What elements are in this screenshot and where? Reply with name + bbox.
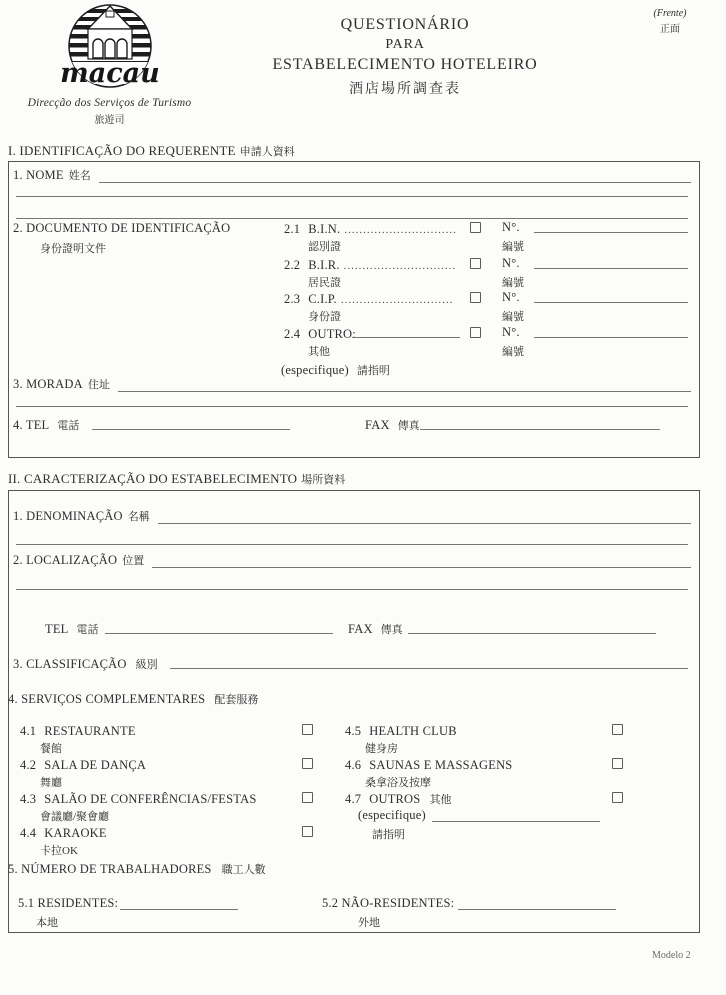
service-4-4-num: 4.4	[20, 826, 37, 840]
frente-label: (Frente)	[653, 8, 687, 19]
doc-id-label-zh: 身份證明文件	[40, 243, 106, 255]
service-4-5-label: HEALTH CLUB	[369, 724, 457, 738]
denominacao-label-zh: 名稱	[127, 511, 150, 523]
localizacao-row	[13, 552, 691, 568]
service-4-2-num: 4.2	[20, 758, 37, 772]
localizacao-input-line-2[interactable]	[16, 588, 688, 590]
doc-item-2-1-num: 2.1	[284, 222, 301, 236]
service-4-2	[20, 756, 146, 774]
doc-item-2-4-zh: 其他	[308, 346, 330, 358]
modelo-label: Modelo 2	[652, 950, 691, 961]
outro-number-input-line[interactable]	[534, 336, 688, 338]
localizacao-label-zh: 位置	[122, 555, 145, 567]
saunas-massagens-checkbox[interactable]	[612, 758, 623, 769]
denominacao-label: 1. DENOMINAÇÃO	[13, 509, 123, 523]
residentes-label: 5.1 RESIDENTES:	[18, 896, 119, 910]
service-4-2-zh: 舞廳	[40, 777, 62, 789]
localizacao-input-line[interactable]	[152, 566, 691, 568]
macau-tourism-logo-icon	[22, 2, 197, 94]
doc-id-label: 2. DOCUMENTO DE IDENTIFICAÇÃO	[13, 221, 231, 235]
title-line1: QUESTIONÁRIO	[340, 16, 470, 33]
tel-label-s2: TEL	[45, 622, 69, 636]
bir-checkbox[interactable]	[470, 258, 481, 269]
outro-numero-label: N°.	[502, 325, 520, 339]
nome-row	[13, 167, 691, 183]
nome-label: 1. NOME	[13, 168, 64, 182]
nao-residentes-input-line[interactable]	[458, 908, 616, 910]
nome-input-line[interactable]	[99, 181, 691, 183]
doc-item-2-3-label: C.I.P.	[308, 292, 337, 306]
doc-item-2-4-num: 2.4	[284, 327, 301, 341]
service-4-5	[345, 722, 457, 740]
service-4-7-label: OUTROS	[369, 792, 421, 806]
service-4-3-label: SALÃO DE CONFERÊNCIAS/FESTAS	[44, 792, 257, 806]
org-name-zh: 旅遊司	[94, 115, 125, 126]
bin-numero-zh: 編號	[502, 241, 524, 253]
nome-input-line-2[interactable]	[16, 195, 688, 197]
cip-numero-label: N°.	[502, 290, 520, 304]
localizacao-label: 2. LOCALIZAÇÃO	[13, 553, 118, 567]
service-4-6-label: SAUNAS E MASSAGENS	[369, 758, 513, 772]
nome-input-line-3[interactable]	[16, 217, 688, 219]
service-4-1-label: RESTAURANTE	[44, 724, 136, 738]
title-line2: PARA	[385, 37, 425, 52]
doc-item-2-3-zh: 身份證	[308, 311, 341, 323]
karaoke-checkbox[interactable]	[302, 826, 313, 837]
cip-numero-zh: 編號	[502, 311, 524, 323]
service-4-2-label: SALA DE DANÇA	[44, 758, 147, 772]
logo-block	[22, 2, 197, 126]
logo-wordmark: macau	[60, 58, 160, 89]
section1-title-zh: 申請人資料	[239, 146, 295, 158]
sala-de-danca-checkbox[interactable]	[302, 758, 313, 769]
bir-numero-zh: 編號	[502, 277, 524, 289]
bir-number-input-line[interactable]	[534, 267, 688, 269]
bin-numero-label: N°.	[502, 220, 520, 234]
denominacao-row	[13, 508, 691, 524]
service-4-4-zh: 卡拉OK	[40, 845, 78, 857]
bin-checkbox[interactable]	[470, 222, 481, 233]
doc-item-2-1	[284, 220, 457, 238]
doc-item-2-2-zh: 居民證	[308, 277, 341, 289]
doc-item-2-2	[284, 256, 456, 274]
morada-input-line[interactable]	[118, 390, 691, 392]
outro-checkbox[interactable]	[470, 327, 481, 338]
tel-input-line-s1[interactable]	[92, 428, 290, 430]
service-4-7-num: 4.7	[345, 792, 362, 806]
classificacao-input-line[interactable]	[170, 667, 688, 669]
service-4-1-zh: 餐館	[40, 743, 62, 755]
nao-residentes-zh: 外地	[358, 917, 380, 929]
doc-item-2-4	[284, 325, 356, 343]
section2-title-zh: 場所資料	[301, 474, 346, 486]
outros-checkbox[interactable]	[612, 792, 623, 803]
section2-heading	[8, 470, 345, 488]
classificacao-label: 3. CLASSIFICAÇÃO	[13, 657, 127, 671]
especifique-zh: 請指明	[356, 365, 390, 377]
nome-label-zh: 姓名	[68, 170, 91, 182]
title-line3: ESTABELECIMENTO HOTELEIRO	[272, 56, 538, 73]
page-side-marker	[630, 8, 710, 35]
doc-item-2-2-leader: ..............................	[343, 260, 457, 272]
doc-item-2-2-num: 2.2	[284, 258, 301, 272]
servicos-label: 4. SERVIÇOS COMPLEMENTARES	[8, 692, 206, 706]
tel-label-s1: 4. TEL	[13, 418, 50, 432]
outros-especifique-label: (especifique)	[358, 808, 426, 822]
cip-number-input-line[interactable]	[534, 301, 688, 303]
fax-row-s1	[365, 416, 420, 434]
outro-input-line[interactable]	[352, 336, 460, 338]
service-4-6-num: 4.6	[345, 758, 362, 772]
health-club-checkbox[interactable]	[612, 724, 623, 735]
tel-label-zh-s2: 電話	[76, 624, 99, 636]
doc-item-2-1-leader: ..............................	[344, 224, 457, 236]
residentes-zh: 本地	[36, 917, 58, 929]
title-zh: 酒店場所調查表	[349, 82, 461, 97]
tel-input-line-s2[interactable]	[105, 632, 333, 634]
service-4-3-num: 4.3	[20, 792, 37, 806]
fax-input-line-s2[interactable]	[408, 632, 656, 634]
fax-label-s1: FAX	[365, 418, 390, 432]
morada-input-line-2[interactable]	[16, 405, 688, 407]
cip-checkbox[interactable]	[470, 292, 481, 303]
fax-label-s2: FAX	[348, 622, 373, 636]
doc-item-2-3-leader: ..............................	[340, 294, 454, 306]
fax-label-zh-s2: 傳真	[380, 624, 403, 636]
service-4-1-num: 4.1	[20, 724, 37, 738]
denominacao-input-line[interactable]	[158, 522, 691, 524]
morada-row	[13, 376, 691, 392]
tel-row-s1	[13, 416, 79, 434]
tel-row-s2	[45, 620, 99, 638]
fax-input-line-s1[interactable]	[420, 428, 660, 430]
service-4-7-zh: 其他	[429, 794, 452, 806]
trabalhadores-label: 5. NÚMERO DE TRABALHADORES	[8, 862, 212, 876]
doc-item-2-1-label: B.I.N.	[308, 222, 341, 236]
morada-label-zh: 住址	[87, 379, 110, 391]
doc-item-2-3	[284, 290, 453, 308]
tel-label-zh-s1: 電話	[57, 420, 80, 432]
outros-especifique-zh: 請指明	[372, 829, 405, 841]
service-4-7	[345, 790, 451, 808]
doc-item-2-1-zh: 認別證	[308, 241, 341, 253]
service-4-3	[20, 790, 257, 808]
morada-label: 3. MORADA	[13, 377, 83, 391]
service-4-1	[20, 722, 136, 740]
form-title	[240, 16, 570, 98]
nao-residentes-label: 5.2 NÃO-RESIDENTES:	[322, 896, 455, 910]
org-name: Direcção dos Serviços de Turismo	[27, 97, 192, 109]
doc-item-2-4-label: OUTRO:	[308, 327, 356, 341]
doc-item-2-3-num: 2.3	[284, 292, 301, 306]
section1-box	[8, 161, 700, 458]
restaurante-checkbox[interactable]	[302, 724, 313, 735]
fax-row-s2	[348, 620, 403, 638]
trabalhadores-heading	[8, 860, 266, 878]
bir-numero-label: N°.	[502, 256, 520, 270]
servicos-heading	[8, 690, 258, 708]
denominacao-input-line-2[interactable]	[16, 543, 688, 545]
outros-especifique-input-line[interactable]	[432, 820, 600, 822]
doc-item-2-2-label: B.I.R.	[308, 258, 340, 272]
trabalhadores-label-zh: 職工人數	[221, 864, 266, 876]
service-4-6	[345, 756, 512, 774]
service-4-5-zh: 健身房	[365, 743, 398, 755]
section2-title: II. CARACTERIZAÇÃO DO ESTABELECIMENTO	[8, 471, 298, 486]
bin-number-input-line[interactable]	[534, 231, 688, 233]
salao-conferencias-checkbox[interactable]	[302, 792, 313, 803]
service-4-6-zh: 桑拿浴及按摩	[365, 777, 431, 789]
service-4-4	[20, 824, 107, 842]
frente-zh: 正面	[660, 24, 680, 35]
residentes-input-line[interactable]	[120, 908, 238, 910]
especifique-label: (especifique)	[281, 363, 349, 377]
service-4-5-num: 4.5	[345, 724, 362, 738]
classificacao-row	[13, 655, 158, 673]
classificacao-label-zh: 級別	[135, 659, 158, 671]
service-4-4-label: KARAOKE	[44, 826, 107, 840]
service-4-3-zh: 會議廳/聚會廳	[40, 811, 110, 823]
section1-title: I. IDENTIFICAÇÃO DO REQUERENTE	[8, 143, 236, 158]
section1-heading	[8, 142, 295, 160]
outro-numero-zh: 編號	[502, 346, 524, 358]
servicos-label-zh: 配套服務	[214, 694, 259, 706]
fax-label-zh-s1: 傳真	[397, 420, 420, 432]
